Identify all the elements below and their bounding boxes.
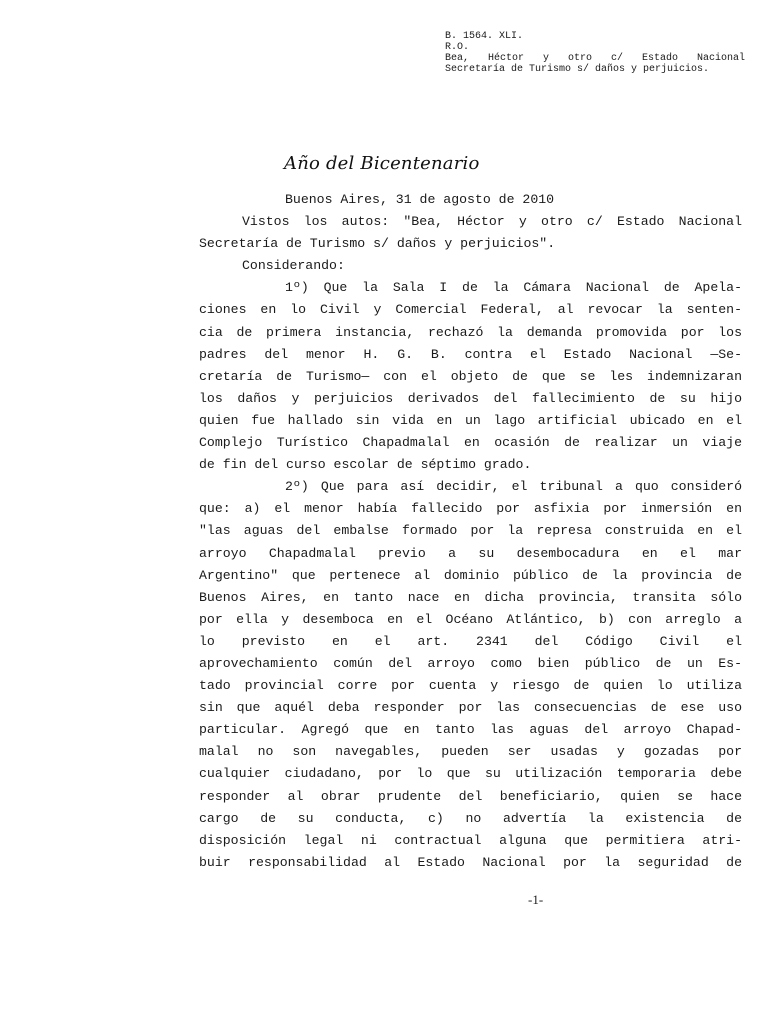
text-line: por ella y desemboca en el Océano Atlántico, b) con arreglo a [199, 611, 742, 627]
text-line: lo previsto en el art. 2341 del Código Civil el [199, 633, 742, 649]
text-line: cia de primera instancia, rechazó la demanda promovida por los [199, 324, 742, 340]
text-line: padres del menor H. G. B. contra el Estado Nacional —Se- [199, 346, 742, 362]
considerando-heading: Considerando: [242, 258, 345, 274]
case-caption-line-2: Secretaría de Turismo s/ daños y perjuicios. [445, 64, 710, 75]
text-line: Vistos los autos: "Bea, Héctor y otro c/ Estado Nacional [242, 214, 742, 230]
filing-code: R.O. [445, 42, 470, 53]
text-line: malal no son navegables, pueden ser usadas y gozadas por [199, 744, 742, 760]
text-line: quien fue hallado sin vida en un lago artificial ubicado en el [199, 412, 742, 428]
text-line: cualquier ciudadano, por lo que su utilización temporaria debe [199, 766, 742, 782]
text-line: 2º) Que para así decidir, el tribunal a quo consideró [285, 479, 742, 495]
text-line: los daños y perjuicios derivados del fallecimiento de su hijo [199, 390, 742, 406]
text-line: cretaría de Turismo— con el objeto de que se les indemnizaran [199, 368, 742, 384]
header-block [445, 31, 745, 75]
text-line: Argentino" que pertenece al dominio público de la provincia de [199, 567, 742, 583]
text-line: arroyo Chapadmalal previo a su desembocadura en el mar [199, 545, 742, 561]
page-number: -1- [528, 892, 544, 907]
year-motto: Año del Bicentenario [284, 153, 480, 174]
ruling-body [199, 189, 742, 874]
case-caption-line-1: Bea, Héctor y otro c/ Estado Nacional [445, 53, 745, 64]
text-line: Buenos Aires, en tanto nace en dicha provincia, transita sólo [199, 589, 742, 605]
text-line: buir responsabilidad al Estado Nacional por la seguridad de [199, 854, 742, 870]
text-line: Secretaría de Turismo s/ daños y perjuicios". [199, 236, 556, 252]
text-line: sin que aquél deba responder por las consecuencias de ese uso [199, 700, 742, 716]
case-reference: B. 1564. XLI. [445, 31, 524, 42]
text-line: responder al obrar prudente del beneficiario, quien se hace [199, 788, 742, 804]
text-line: cargo de su conducta, c) no advertía la existencia de [199, 810, 742, 826]
text-line: aprovechamiento común del arroyo como bien público de un Es- [199, 655, 742, 671]
date-line: Buenos Aires, 31 de agosto de 2010 [285, 192, 555, 207]
text-line: de fin del curso escolar de séptimo grado. [199, 457, 532, 473]
text-line: que: a) el menor había fallecido por asfixia por inmersión en [199, 501, 742, 517]
text-line: "las aguas del embalse formado por la represa construida en el [199, 523, 742, 539]
text-line: 1º) Que la Sala I de la Cámara Nacional de Apela- [285, 280, 742, 296]
text-line: ciones en lo Civil y Comercial Federal, al revocar la senten- [199, 302, 742, 318]
text-line: disposición legal ni contractual alguna que permitiera atri- [199, 832, 742, 848]
text-line: Complejo Turístico Chapadmalal en ocasión de realizar un viaje [199, 435, 742, 451]
text-line: particular. Agregó que en tanto las aguas del arroyo Chapad- [199, 722, 742, 738]
text-line: tado provincial corre por cuenta y riesgo de quien lo utiliza [199, 678, 742, 694]
